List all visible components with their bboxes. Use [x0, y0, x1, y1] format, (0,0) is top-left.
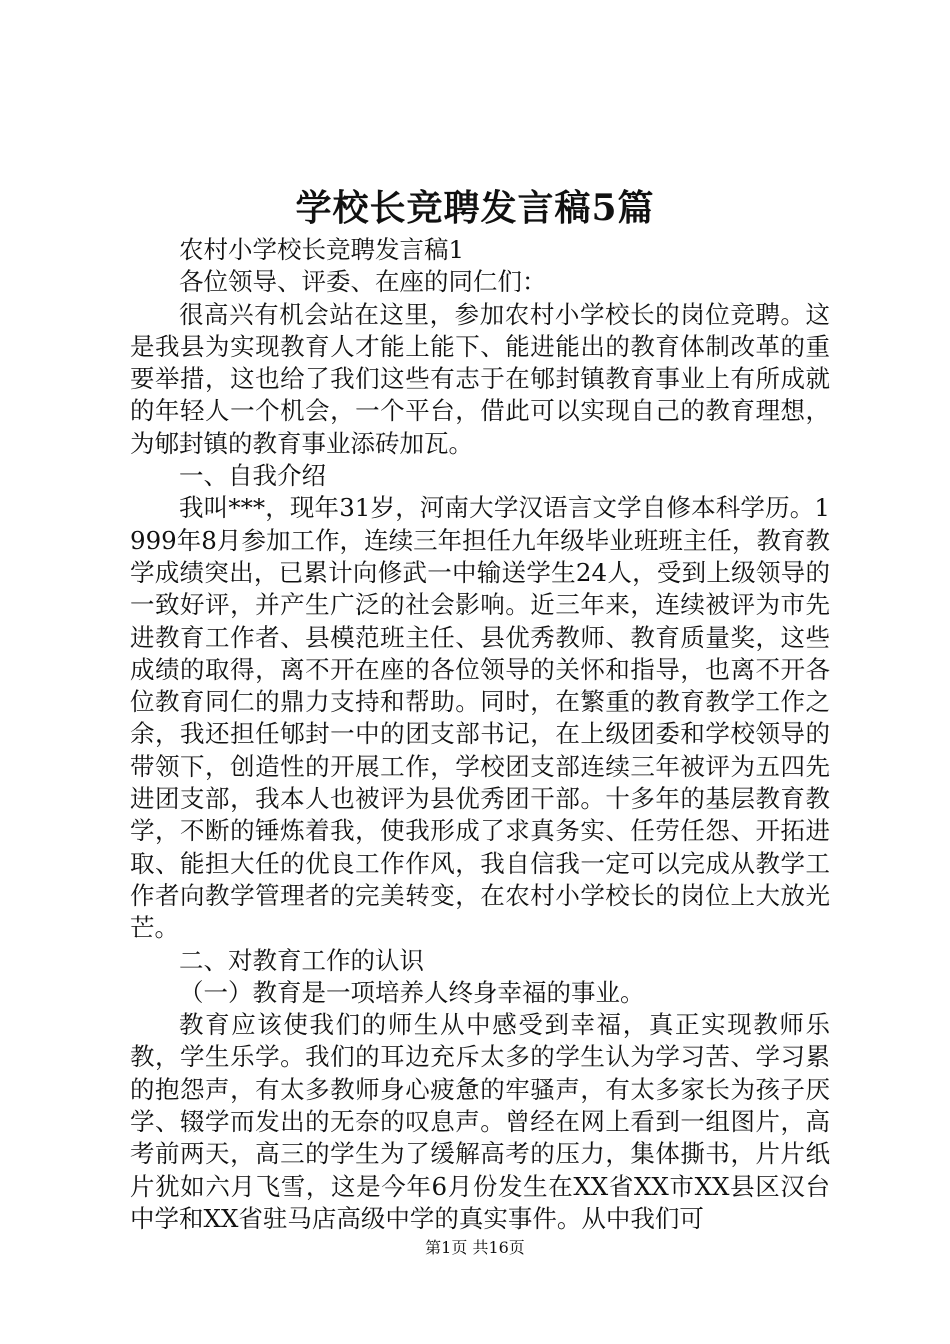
page-footer: 第1页 共16页 [425, 1238, 525, 1257]
document-title: 学校长竞聘发言稿5篇 [295, 187, 655, 229]
subsection-heading: （一）教育是一项培养人终身幸福的事业。 [179, 977, 645, 1007]
document-body [130, 234, 830, 1235]
body-paragraph: 农村小学校长竞聘发言稿1 [179, 235, 465, 264]
body-paragraph: 教育应该使我们的师生从中感受到幸福，真正实现教师乐教，学生乐学。我们的耳边充斥太多的学生认为学习苦、学习累的抱怨声，有太多教师身心疲惫的牢骚声，有太多家长为孩子厌学、辍学而发出的无奈的叹息声。曾经在网上看到一组图片，高考前两天，高三的学生为了缓解高考的压力，集体撕书，片片纸片犹如六月飞雪，这是今年6月份发生在XX省XX市XX县区汉台中学和XX省驻马店高级中学的真实事件。从中我们可 [130, 1010, 830, 1233]
body-paragraph: 很高兴有机会站在这里，参加农村小学校长的岗位竞聘。这是我县为实现教育人才能上能下、能进能出的教育体制改革的重要举措，这也给了我们这些有志于在郇封镇教育事业上有所成就的年轻人一个机会，一个平台，借此可以实现自己的教育理想，为郇封镇的教育事业添砖加瓦。 [130, 299, 830, 458]
section-heading: 二、对教育工作的认识 [179, 945, 424, 975]
body-paragraph: 各位领导、评委、在座的同仁们： [179, 267, 547, 297]
body-paragraph: 我叫***，现年31岁，河南大学汉语言文学自修本科学历。1999年8月参加工作，连续三年担任九年级毕业班班主任，教育教学成绩突出，已累计向修武一中输送学生24人，受到上级领导的一致好评，并产生广泛的社会影响。近三年来，连续被评为市先进教育工作者、县模范班主任、县优秀教师、教育质量奖，这些成绩的取得，离不开在座的各位领导的关怀和指导，也离不开各位教育同仁的鼎力支持和帮助。同时，在繁重的教育教学工作之余，我还担任郇封一中的团支部书记，在上级团委和学校领导的带领下，创造性的开展工作，学校团支部连续三年被评为五四先进团支部，我本人也被评为县优秀团干部。十多年的基层教育教学，不断的锤炼着我，使我形成了求真务实、任劳任怨、开拓进取、能担大任的优良工作作风，我自信我一定可以完成从教学工作者向教学管理者的完美转变，在农村小学校长的岗位上大放光芒。 [130, 493, 830, 943]
section-heading: 一、自我介绍 [179, 461, 326, 491]
